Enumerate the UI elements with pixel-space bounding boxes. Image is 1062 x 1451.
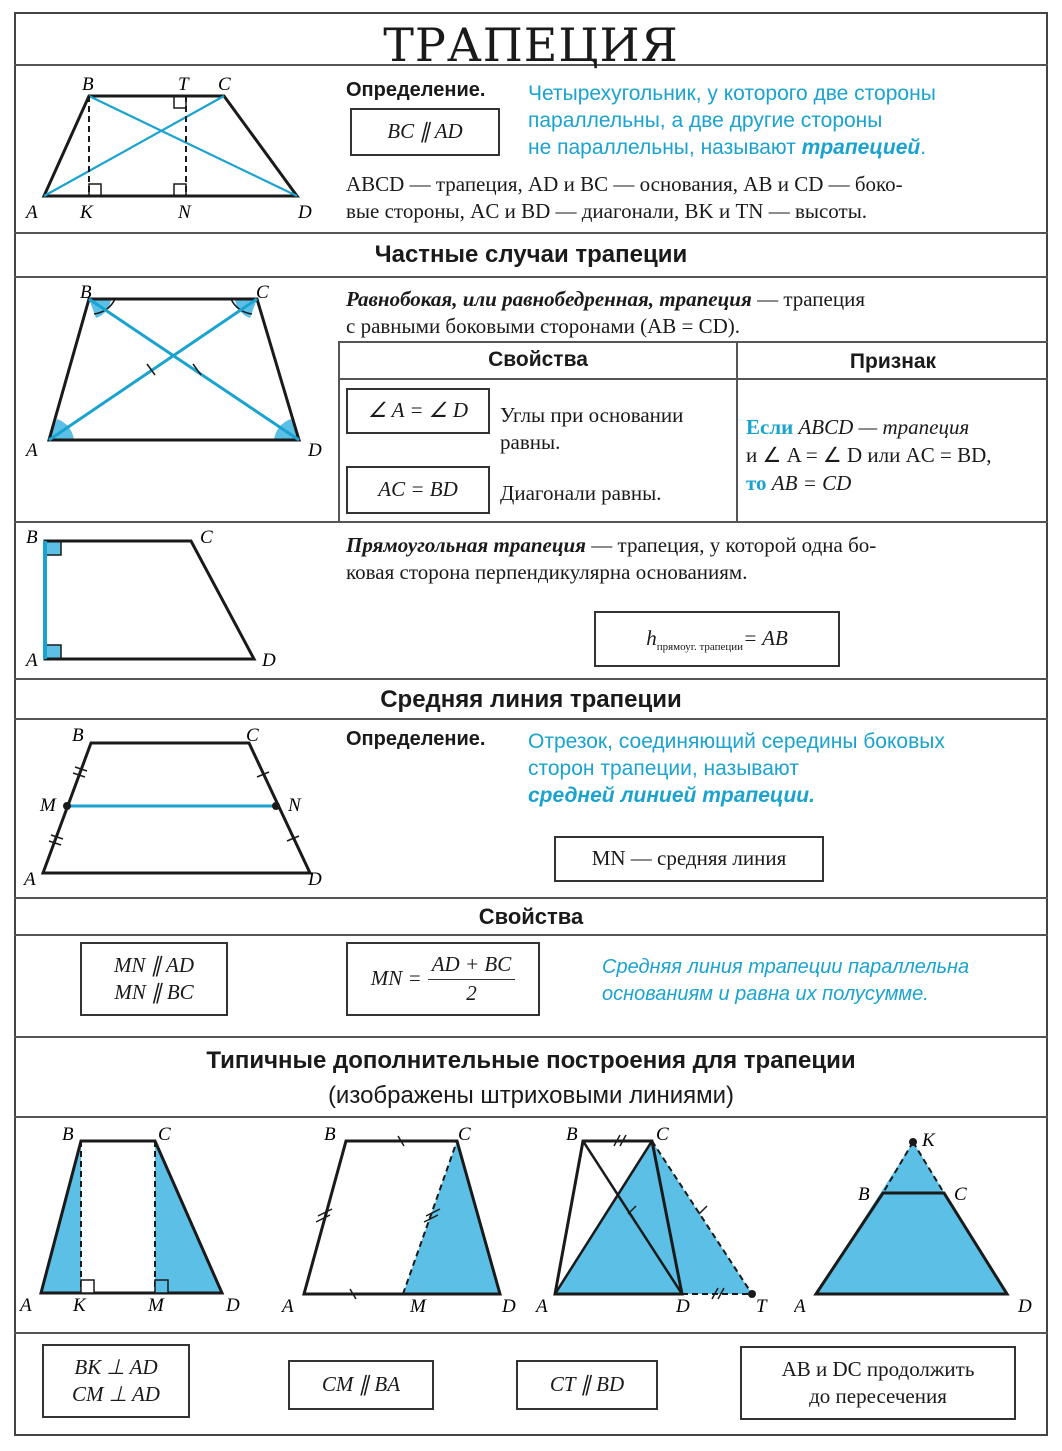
divider: [14, 232, 1048, 234]
label-d: D: [676, 1296, 690, 1317]
divider: [14, 934, 1048, 936]
point-n: [272, 802, 280, 810]
label-b: B: [82, 74, 94, 95]
formula-box-ct-bd: CT ∥ BD: [516, 1360, 658, 1410]
fraction-numerator: AD + BC: [428, 951, 516, 979]
shaded-region: [816, 1142, 1007, 1294]
label-d: D: [262, 650, 276, 671]
section-title-properties: Свойства: [478, 904, 584, 929]
midline-definition-label: Определение.: [346, 728, 486, 750]
section-title-special: Частные случаи трапеции: [374, 241, 688, 268]
figure-midline: [14, 720, 336, 897]
sign-line: [746, 413, 1038, 441]
formula-subscript: прямоуг. трапеции: [656, 640, 744, 653]
sign-if: Если: [746, 415, 794, 439]
property-line: Углы при основании: [500, 403, 684, 427]
right-angle-mark: [155, 1280, 168, 1293]
label-k: K: [80, 202, 93, 223]
right-angle-mark: [45, 541, 61, 555]
figure-isosceles-trapezoid: [14, 278, 336, 521]
label-b: B: [26, 527, 38, 548]
label-d: D: [308, 869, 322, 890]
right-angle-mark: [81, 1280, 94, 1293]
label-b: B: [566, 1124, 578, 1145]
formula-box-height: [594, 611, 840, 667]
label-d: D: [1018, 1296, 1032, 1317]
sign-text: [746, 413, 1038, 497]
label-c: C: [954, 1184, 967, 1205]
midline-line: сторон трапеции, называют: [528, 757, 799, 780]
isosceles-line: [346, 286, 865, 313]
definition-text-end: .: [920, 136, 927, 159]
formula-box-bc-ad: BC ∥ AD: [350, 108, 500, 156]
description-line: вые стороны, AC и BD — диагонали, BK и TN — высоты.: [346, 199, 868, 223]
property-angles-text: [500, 402, 683, 456]
definition-text-part: не параллельны, называют: [528, 136, 802, 159]
formula-line: MN ∥ AD: [113, 952, 195, 977]
label-a: A: [536, 1296, 548, 1317]
fraction-denominator: 2: [466, 980, 477, 1005]
label-d: D: [308, 440, 322, 461]
label-b: B: [72, 725, 84, 746]
shaded-region: [555, 1141, 752, 1294]
label-b: B: [62, 1124, 74, 1145]
figure-diagonal-construction: [532, 1118, 794, 1332]
sign-text-part: ABCD — трапеция: [793, 415, 970, 439]
property-line: равны.: [500, 430, 561, 454]
label-n: N: [178, 202, 191, 223]
definition-description: [346, 171, 903, 225]
definition-line: параллельны, а две другие стороны: [528, 109, 883, 132]
diagonal-bd: [89, 299, 299, 440]
diagonal-ac: [44, 96, 224, 196]
sign-text-part: AB = CD: [766, 471, 852, 495]
divider: [14, 1332, 1048, 1334]
right-angle-mark: [45, 645, 61, 659]
definition-line: Четырехугольник, у которого две стороны: [528, 82, 936, 105]
label-m: M: [40, 795, 56, 816]
label-b: B: [80, 282, 92, 303]
isosceles-text: — трапеция: [751, 287, 865, 311]
right-angle-mark: [174, 96, 186, 108]
right-line: [346, 532, 876, 559]
property-diagonals-text: Диагонали равны.: [500, 481, 662, 505]
diagonal-bd: [89, 96, 297, 196]
trapezoid-shape: [44, 96, 297, 196]
table-border: [338, 378, 1048, 380]
right-line: ковая сторона перпендикулярна основаниям.: [346, 560, 748, 584]
definition-text: [528, 80, 936, 161]
formula-h: h: [646, 626, 657, 651]
fraction: [428, 951, 516, 1007]
divider: [14, 678, 1048, 680]
trapezoid-shape: [49, 299, 299, 440]
formula-rest: = AB: [743, 626, 788, 651]
label-b: B: [858, 1184, 870, 1205]
section-subtitle: (изображены штриховыми линиями): [327, 1082, 735, 1109]
label-c: C: [218, 74, 231, 95]
section-title-constructions: Типичные дополнительные построения для трапеции: [206, 1047, 856, 1074]
formula-left: MN =: [370, 966, 422, 991]
label-c: C: [656, 1124, 669, 1145]
formula-box-midline: MN — средняя линия: [554, 836, 824, 882]
formula-line: AB и DC продолжить: [781, 1356, 975, 1381]
definition-emphasis: трапецией: [801, 136, 921, 159]
figure-parallel-construction: [270, 1118, 532, 1332]
divider: [14, 1036, 1048, 1038]
label-c: C: [200, 527, 213, 548]
label-d: D: [502, 1296, 516, 1317]
label-m: M: [410, 1296, 426, 1317]
sign-line: и ∠ A = ∠ D или AC = BD,: [746, 443, 992, 467]
tick-mark: [699, 1206, 707, 1214]
figure-right-trapezoid: [14, 523, 336, 678]
label-b: B: [324, 1124, 336, 1145]
midline-line: Отрезок, соединяющий середины боковых: [528, 730, 945, 753]
label-a: A: [282, 1296, 294, 1317]
isosceles-name: Равнобокая, или равнобедренная, трапеция: [346, 287, 752, 311]
right-trapezoid-text: — трапеция, у которой одна бо-: [586, 533, 877, 557]
label-d: D: [226, 1295, 240, 1316]
figure-heights-construction: [14, 1118, 264, 1332]
sign-line: [746, 469, 1038, 497]
point-m: [63, 802, 71, 810]
midline-property-text: [602, 954, 969, 1008]
right-angle-mark: [89, 184, 101, 196]
label-a: A: [24, 869, 36, 890]
formula-box-extend: [740, 1346, 1016, 1420]
right-trapezoid-name: Прямоугольная трапеция: [346, 533, 587, 557]
property-line: основаниям и равна их полусумме.: [602, 983, 929, 1005]
table-header-properties: Свойства: [488, 348, 588, 371]
point-k: [909, 1138, 917, 1146]
label-c: C: [458, 1124, 471, 1145]
label-a: A: [26, 440, 38, 461]
formula-box-angles: ∠ A = ∠ D: [346, 388, 490, 434]
formula-box-cm-ba: CM ∥ BA: [288, 1360, 434, 1410]
figure-extension-construction: [794, 1118, 1048, 1332]
label-m: M: [148, 1295, 164, 1316]
formula-box-parallel: [80, 942, 228, 1016]
label-c: C: [246, 725, 259, 746]
property-line: Средняя линия трапеции параллельна: [602, 956, 970, 978]
formula-line: до пересечения: [809, 1384, 947, 1408]
label-c: C: [256, 282, 269, 303]
formula-line: BK ⊥ AD: [74, 1354, 158, 1379]
label-d: D: [298, 202, 312, 223]
label-a: A: [20, 1295, 32, 1316]
trapezoid-shape: [43, 743, 310, 873]
point-t: [748, 1290, 756, 1298]
label-k: K: [73, 1295, 86, 1316]
sign-then: то: [746, 471, 767, 495]
isosceles-line: с равными боковыми сторонами (AB = CD).: [346, 314, 741, 338]
label-a: A: [26, 650, 38, 671]
formula-box-diagonals: AC = BD: [346, 466, 490, 514]
right-angle-mark: [174, 184, 186, 196]
formula-line: CM ⊥ AD: [72, 1382, 160, 1406]
label-k: K: [922, 1130, 935, 1151]
label-n: N: [288, 795, 301, 816]
formula-line: MN ∥ BC: [114, 980, 194, 1004]
formula-box-perpendicular: [42, 1344, 190, 1418]
diagonal-ac: [49, 299, 257, 440]
right-trapezoid-description: [346, 532, 876, 586]
divider: [14, 897, 1048, 899]
definition-label: Определение.: [346, 79, 486, 101]
label-c: C: [158, 1124, 171, 1145]
label-a: A: [26, 202, 38, 223]
midline-definition-text: [528, 728, 945, 809]
page-title: ТРАПЕЦИЯ: [383, 18, 679, 72]
shaded-region: [403, 1141, 500, 1294]
isosceles-description: [346, 286, 865, 340]
table-header-sign: Признак: [849, 350, 937, 373]
definition-line: [528, 134, 936, 161]
trapezoid-shape: [45, 541, 254, 659]
formula-box-midline-length: [346, 942, 540, 1016]
figure-trapezoid-heights: [14, 66, 344, 232]
label-t: T: [756, 1296, 767, 1317]
section-title-midline: Средняя линия трапеции: [380, 686, 682, 713]
description-line: ABCD — трапеция, AD и BC — основания, AB и CD — боко-: [346, 172, 903, 196]
label-t: T: [178, 74, 189, 95]
midline-emphasis: средней линией трапеции.: [528, 784, 815, 807]
label-a: A: [794, 1296, 806, 1317]
